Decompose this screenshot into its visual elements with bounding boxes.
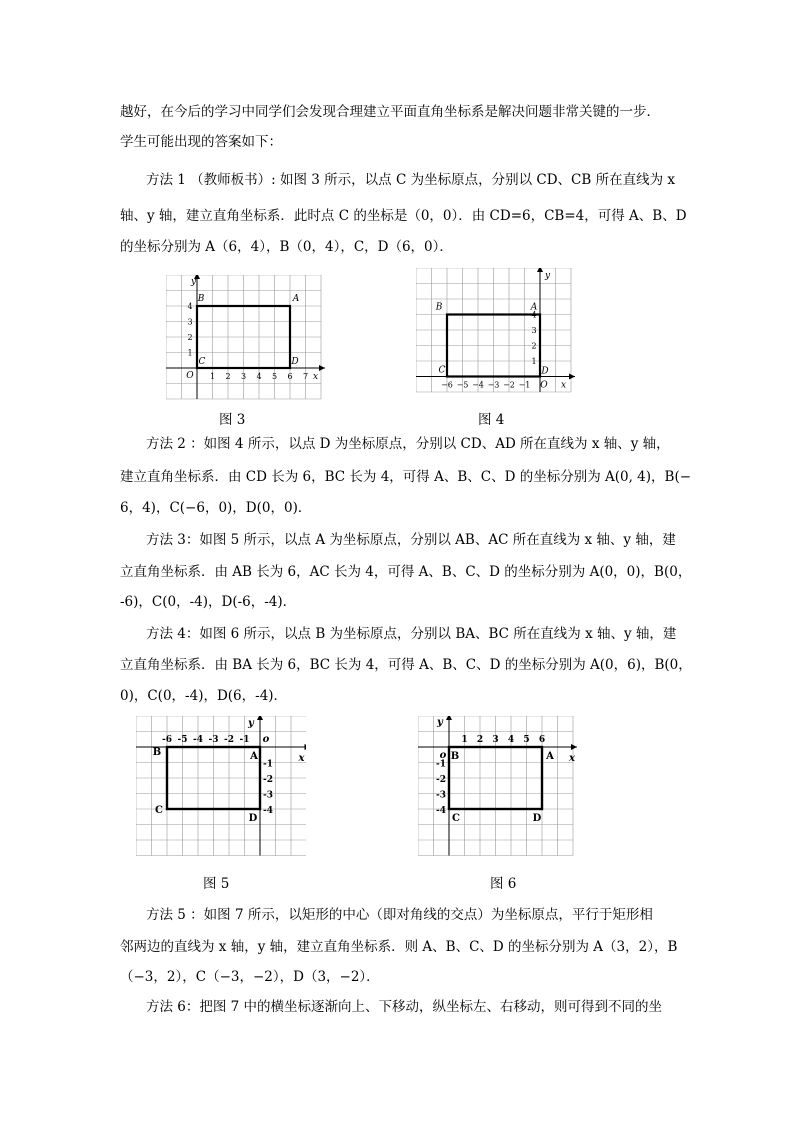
y-axis-label: y — [248, 718, 254, 729]
y-tick-label: 1 — [531, 357, 537, 366]
figure-5 — [136, 716, 306, 858]
point-label-c: C — [198, 357, 206, 367]
y-tick-label: 4 — [531, 310, 537, 320]
method2-line3: 6，4)，C(−6，0)，D(0，0)． — [120, 500, 312, 516]
x-tick-label: −2 — [503, 380, 515, 390]
x-tick-label: 5 — [271, 372, 278, 381]
caption-fig4: 图 4 — [478, 412, 505, 428]
method2-line1: 方法 2 ：如图 4 所示，以点 D 为坐标原点，分别以 CD、AD 所在直线为 x 轴、y 轴， — [146, 436, 670, 452]
point-label-o: o — [439, 750, 447, 761]
method1-line1: 方法 1 （教师板书）: 如图 3 所示，以点 C 为坐标原点，分别以 CD、CB 所在直线为 x — [146, 172, 675, 188]
method4-line3: 0)，C(0，-4)，D(6，-4)． — [120, 688, 288, 704]
x-tick-label: -3 — [208, 735, 219, 745]
x-tick-label: 3 — [492, 735, 499, 745]
x-tick-label: −5 — [456, 380, 469, 390]
method6-line1: 方法 6：把图 7 中的横坐标逐渐向上、下移动，纵坐标左、右移动，则可得到不同的坐 — [146, 999, 663, 1015]
point-label-a: A — [530, 302, 538, 313]
point-label-b: B — [197, 294, 205, 304]
x-axis-label: x — [569, 753, 575, 764]
point-label-o: O — [186, 371, 194, 381]
figure-4 — [416, 268, 580, 398]
x-axis-label: x — [313, 372, 319, 382]
caption-fig6: 图 6 — [490, 876, 517, 892]
y-tick-label: 4 — [187, 302, 193, 311]
paragraph-intro-line1: 越好，在今后的学习中同学们会发现合理建立平面直角坐标系是解决问题非常关键的一步． — [120, 104, 660, 120]
x-tick-label: −6 — [441, 380, 453, 390]
point-label-a: A — [250, 751, 258, 762]
y-axis-label: y — [191, 277, 197, 287]
x-axis-arrow — [571, 744, 577, 750]
method5-line1: 方法 5 ：如图 7 所示，以矩形的中心（即对角线的交点）为坐标原点，平行于矩形相 — [146, 907, 653, 923]
x-tick-label: -1 — [239, 735, 250, 745]
point-label-b: B — [450, 751, 460, 762]
caption-fig3: 图 3 — [219, 412, 246, 428]
point-label-b: B — [152, 747, 162, 758]
point-label-c: C — [452, 813, 460, 824]
y-axis-arrow — [257, 716, 263, 720]
x-tick-label: -5 — [177, 735, 188, 745]
y-axis-arrow — [446, 716, 452, 720]
point-label-d: D — [291, 357, 299, 367]
point-label-c: C — [438, 365, 446, 376]
figure-3 — [166, 275, 326, 401]
method5-line3: （−3，2），C（−3，−2），D（3，−2）． — [120, 969, 380, 985]
point-label-o: O — [540, 380, 548, 391]
x-tick-label: −1 — [518, 380, 531, 390]
y-tick-label: 2 — [187, 333, 193, 342]
paragraph-intro-line2: 学生可能出现的答案如下： — [120, 134, 282, 150]
method3-line3: -6)，C(0，-4)，D(-6，-4)． — [120, 594, 297, 610]
x-tick-label: 2 — [225, 372, 231, 381]
x-tick-label: -2 — [224, 735, 234, 745]
x-axis-label: x — [561, 380, 567, 391]
point-label-o: o — [262, 734, 270, 745]
caption-fig5: 图 5 — [203, 876, 230, 892]
x-axis-arrow — [569, 374, 575, 380]
x-tick-label: 5 — [523, 735, 530, 745]
y-tick-label: -3 — [263, 790, 273, 801]
point-label-a: A — [292, 294, 300, 304]
x-tick-label: -4 — [193, 735, 203, 745]
x-tick-label: 2 — [476, 735, 484, 745]
method1-line2: 轴、y 轴，建立直角坐标系．此时点 C 的坐标是（0，0）．由 CD=6，CB=4，可得 A、B、D — [120, 208, 687, 224]
x-tick-label: 3 — [240, 372, 247, 381]
method3-line1: 方法 3：如图 5 所示，以点 A 为坐标原点，分别以 AB、AC 所在直线为 x 轴、y 轴，建 — [146, 532, 676, 548]
method3-line2: 立直角坐标系．由 AB 长为 6，AC 长为 4，可得 A、B、C、D 的坐标分别为 A(0，0)，B(0， — [120, 564, 692, 580]
point-label-d: D — [541, 366, 549, 377]
point-label-b: B — [435, 302, 443, 313]
y-axis-arrow — [537, 268, 543, 272]
point-label-a: A — [546, 751, 554, 762]
y-tick-label: -1 — [263, 759, 273, 770]
method4-line1: 方法 4：如图 6 所示，以点 B 为坐标原点，分别以 BA、BC 所在直线为 x 轴、y 轴，建 — [146, 626, 677, 642]
y-tick-label: -3 — [436, 790, 446, 801]
method4-line2: 立直角坐标系．由 BA 长为 6，BC 长为 4，可得 A、B、C、D 的坐标分别为 A(0，6)，B(0， — [120, 657, 692, 673]
y-axis-label: y — [545, 271, 551, 281]
x-tick-label: 6 — [538, 735, 546, 745]
x-tick-label: 1 — [209, 372, 216, 381]
figure-6 — [418, 716, 586, 858]
point-label-d: D — [248, 813, 258, 824]
x-tick-label: -6 — [162, 735, 172, 745]
y-tick-label: 3 — [531, 326, 537, 335]
x-tick-label: 6 — [287, 372, 293, 381]
method2-line2: 建立直角坐标系．由 CD 长为 6，BC 长为 4，可得 A、B、C、D 的坐标分别为 A(0, 4)，B(− — [120, 469, 692, 485]
x-tick-label: 4 — [507, 735, 515, 745]
y-tick-label: -2 — [436, 775, 446, 785]
x-tick-label: 7 — [302, 372, 309, 381]
point-label-d: D — [532, 813, 542, 824]
x-tick-label: −3 — [487, 380, 500, 390]
x-axis-arrow — [305, 744, 307, 750]
y-tick-label: 2 — [531, 341, 537, 351]
y-tick-label: -4 — [263, 806, 273, 816]
y-tick-label: -2 — [263, 775, 273, 785]
x-tick-label: 1 — [461, 735, 468, 745]
y-tick-label: -1 — [436, 759, 446, 770]
x-axis-arrow — [319, 365, 325, 371]
x-tick-label: 4 — [256, 372, 262, 381]
y-tick-label: 3 — [187, 317, 193, 327]
y-axis-label: y — [437, 717, 443, 728]
method5-line2: 邻两边的直线为 x 轴，y 轴，建立直角坐标系．则 A、B、C、D 的坐标分别为 A（3，2），B — [120, 939, 678, 955]
x-tick-label: −4 — [472, 380, 484, 390]
point-label-c: C — [155, 805, 163, 816]
method1-line3: 的坐标分别为 A（6，4），B（0，4），C，D（6，0）． — [120, 239, 453, 255]
y-tick-label: -4 — [436, 806, 446, 816]
x-axis-label: x — [298, 753, 305, 764]
y-tick-label: 1 — [187, 348, 193, 358]
